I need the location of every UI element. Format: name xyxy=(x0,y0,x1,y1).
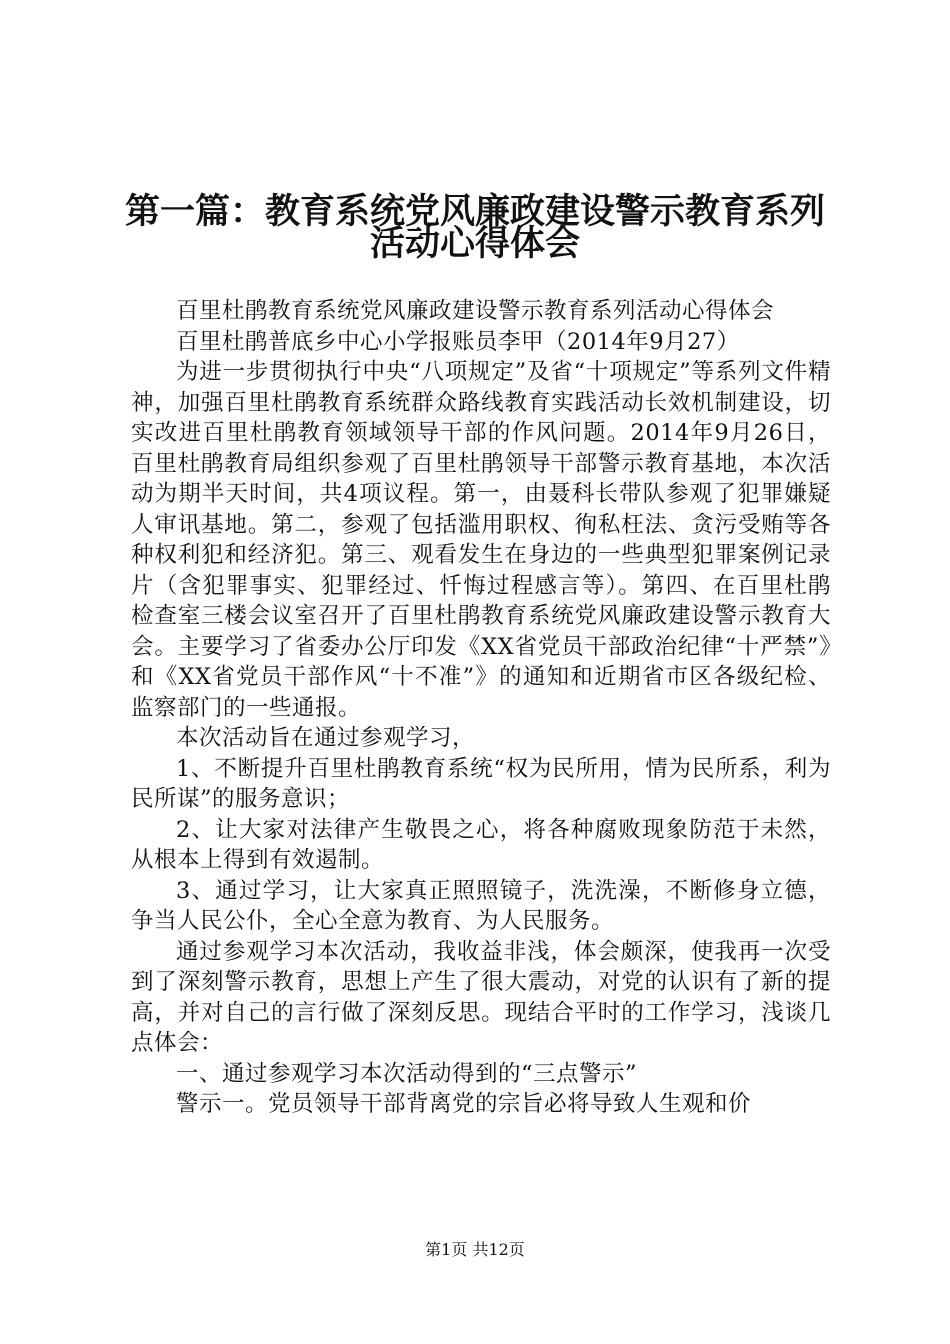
paragraph-point-1: 1、不断提升百里杜鹃教育系统“权为民所用，情为民所系，利为民所谋”的服务意识； xyxy=(131,755,831,812)
paragraph-reflection: 通过参观学习本次活动，我收益非浅，体会颇深，使我再一次受到了深刻警示教育，思想上产生了很大震动，对党的认识有了新的提高，并对自己的言行做了深刻反思。现结合平时的工作学习，浅谈几点体会： xyxy=(131,938,831,1056)
paragraph-point-3: 3、通过学习，让大家真正照照镜子，洗洗澡，不断修身立德，争当人民公仆，全心全意为教育、为人民服务。 xyxy=(131,877,831,934)
paragraph-author: 百里杜鹃普底乡中心小学报账员李甲（2014年9月27） xyxy=(176,328,740,355)
paragraph-intro: 为进一步贯彻执行中央“八项规定”及省“十项规定”等系列文件精神，加强百里杜鹃教育系统群众路线教育实践活动长效机制建设，切实改进百里杜鹃教育领域领导干部的作风问题。2014年9月26日，百里杜鹃教育局组织参观了百里杜鹃领导干部警示教育基地，本次活动为期半天时间，共4项议程。第一，由聂科长带队参观了犯罪嫌疑人审讯基地。第二，参观了包括滥用职权、徇私枉法、贪污受贿等各种权利犯和经济犯。第三、观看发生在身边的一些典型犯罪案例记录片（含犯罪事实、犯罪经过、忏悔过程感言等）。第四、在百里杜鹃检查室三楼会议室召开了百里杜鹃教育系统党风廉政建设警示教育大会。主要学习了省委办公厅印发《XX省党员干部政治纪律“十严禁”》和《XX省党员干部作风“十不准”》的通知和近期省市区各级纪检、监察部门的一些通报。 xyxy=(131,359,831,721)
document-body xyxy=(131,296,831,1120)
section-heading-1: 一、通过参观学习本次活动得到的“三点警示” xyxy=(176,1060,638,1087)
page-footer: 第1页 共12页 xyxy=(425,1240,525,1259)
document-title-line-2: 活动心得体会 xyxy=(369,224,580,264)
paragraph-purpose: 本次活动旨在通过参观学习， xyxy=(176,725,476,751)
paragraph-subtitle: 百里杜鹃教育系统党风廉政建设警示教育系列活动心得体会 xyxy=(176,298,775,324)
paragraph-warning-1: 警示一。党员领导干部背离党的宗旨必将导致人生观和价 xyxy=(176,1091,752,1117)
document-title-line-1: 第一篇：教育系统党风廉政建设警示教育系列 xyxy=(124,192,825,232)
paragraph-point-2: 2、让大家对法律产生敬畏之心，将各种腐败现象防范于未然，从根本上得到有效遏制。 xyxy=(131,816,831,873)
